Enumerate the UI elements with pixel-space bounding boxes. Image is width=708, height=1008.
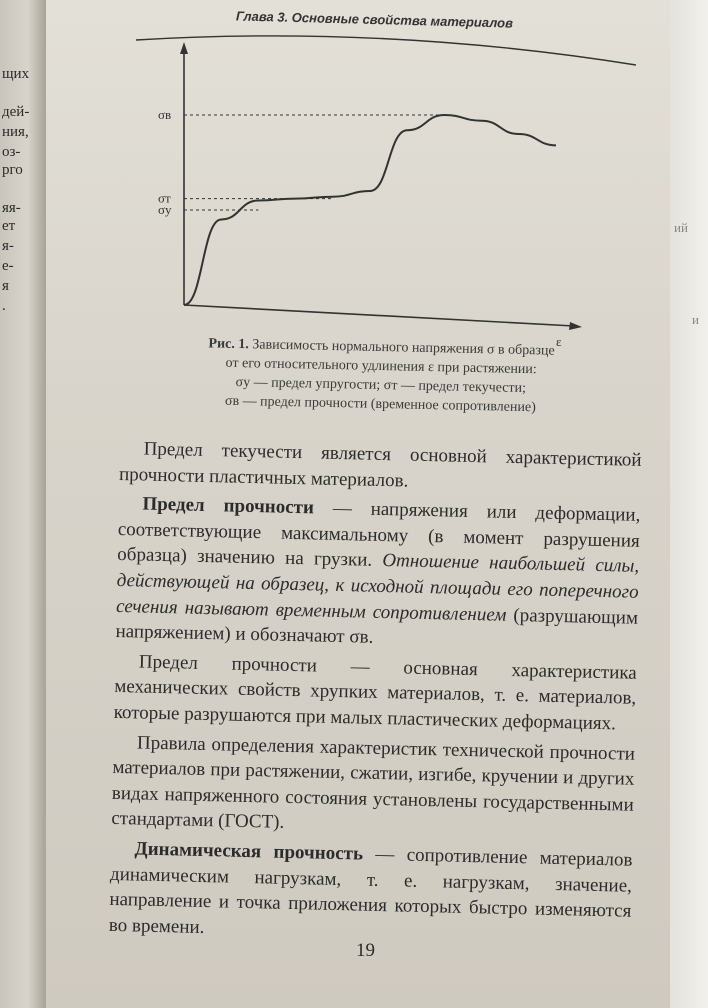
stress-strain-chart <box>136 30 636 353</box>
paragraph <box>109 836 633 950</box>
left-fragment: е- <box>2 258 14 274</box>
x-axis-arrow <box>569 322 582 330</box>
paragraph-text: (разрушающим напряжением) и обозначают σв. <box>115 604 639 648</box>
left-fragment: я- <box>2 238 14 254</box>
y-tick-label: σв <box>158 107 172 122</box>
caption-line: от его относительного удлинения ε при растяжении: <box>225 355 537 378</box>
caption-line: σу — предел упругости; σт — предел текучести; <box>235 374 527 397</box>
paragraph-text: — сопротивление материалов динамическим нагрузкам, т. е. нагрузкам, значение, направление и точка приложения которых быстро изменяются во времени. <box>108 843 633 938</box>
caption-line: σв — предел прочности (временное сопротивление) <box>224 393 536 416</box>
definition-italic: Отношение наибольшей силы, действующей на образец, к исходной площади его поперечного сечения называют временным сопротивлением <box>115 550 640 626</box>
figure-caption <box>135 333 626 419</box>
running-head: Глава 3. Основные свойства материалов <box>235 8 514 31</box>
right-fragment: и <box>692 312 699 327</box>
left-fragment: я <box>2 278 9 294</box>
caption-label: Рис. 1. <box>208 336 249 353</box>
paragraph: Предел текучести является основной характеристикой прочности пластичных материалов. <box>118 438 642 492</box>
term-bold: Предел прочности <box>142 493 315 519</box>
next-page-edge <box>670 0 708 1008</box>
left-fragment: дей- <box>2 104 30 120</box>
body-text <box>109 436 642 950</box>
previous-page-edge <box>0 0 46 1008</box>
y-tick-label: σу <box>158 202 172 217</box>
left-fragment: ет <box>2 218 16 234</box>
x-axis-label: ε <box>556 334 562 349</box>
left-fragment: яя- <box>2 200 21 216</box>
caption-line: Зависимость нормального напряжения σ в образце <box>252 337 555 359</box>
stress-curve <box>184 115 556 305</box>
y-axis-arrow <box>180 42 188 54</box>
right-fragment: ий <box>674 220 688 235</box>
left-fragment: рго <box>2 162 23 178</box>
x-axis <box>184 305 574 326</box>
y-tick-label: σт <box>158 190 171 206</box>
paragraph-text: — напряжения или деформации, соответствующие максимальному (в момент разрушения образца) значению на грузки. <box>117 497 641 572</box>
left-fragment: . <box>2 298 6 314</box>
term-bold: Динамическая прочность <box>134 838 364 865</box>
left-fragment: ния, <box>2 124 29 140</box>
paragraph: Правила определения характеристик технической прочности материалов при растяжении, сжатии, изгибе, кручении и других видах напряженного состояния установлены государственными стандартами (ГОСТ). <box>111 731 636 834</box>
book-page <box>46 0 670 1008</box>
page-number: 19 <box>356 940 375 961</box>
left-fragment: оз- <box>2 144 21 160</box>
paragraph <box>115 491 640 656</box>
paragraph: Предел прочности — основная характеристика механических свойств хрупких материалов, т. е. материалов, которые разрушаются при малых пластических деформациях. <box>113 651 637 735</box>
left-fragment: щих <box>2 66 30 82</box>
